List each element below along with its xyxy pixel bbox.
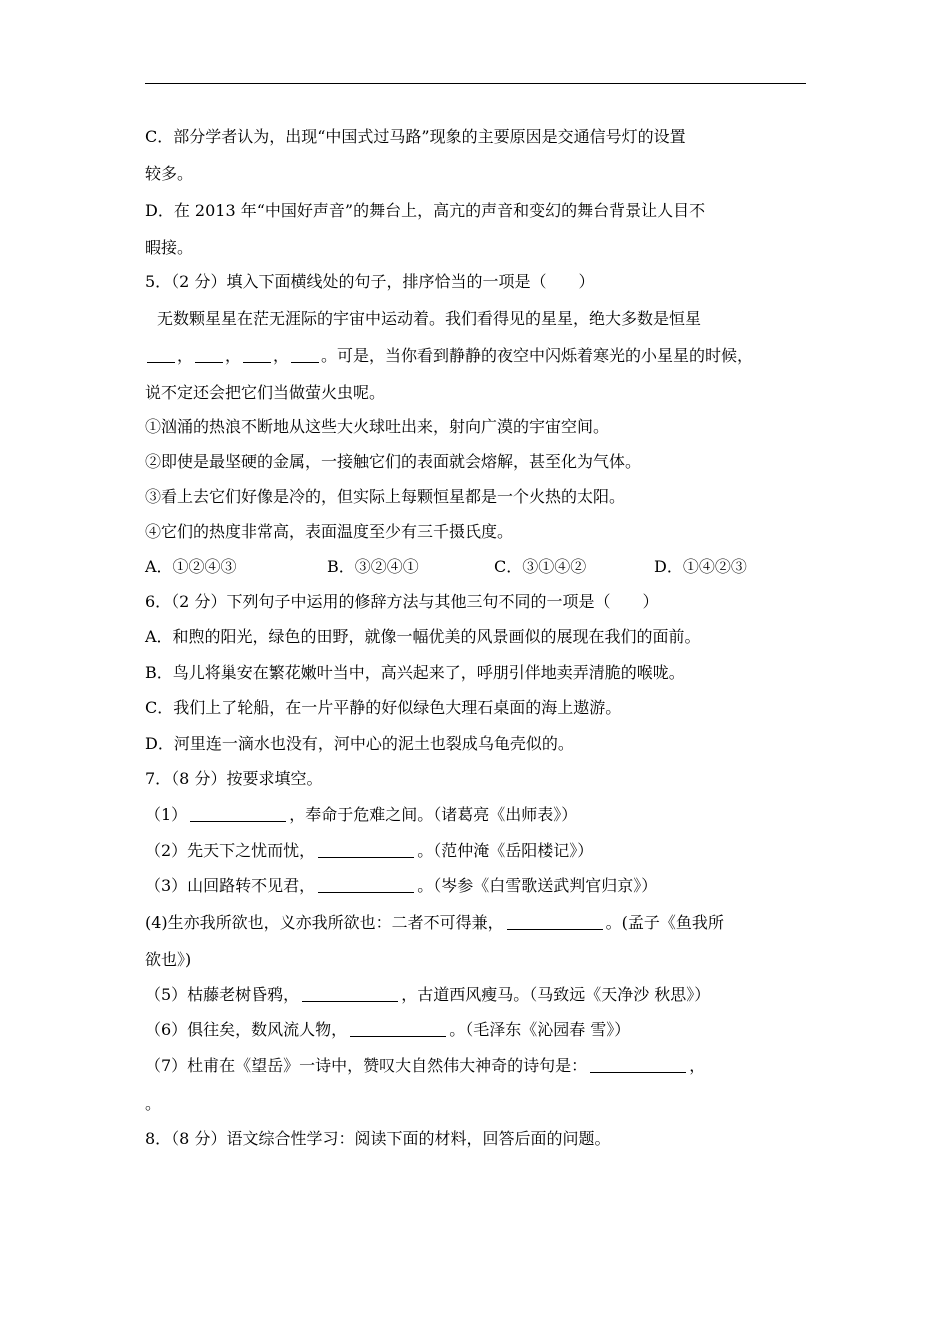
q5-sentence-1: ①汹涌的热浪不断地从这些大火球吐出来，射向广漠的宇宙空间。 [145,417,610,436]
blank[interactable] [302,985,398,1002]
q7-item-6: （6）俱往矣，数风流人物， 。（毛泽东《沁园春 雪》） [145,1020,631,1039]
blank[interactable] [291,346,319,363]
q7-item-4-line1: (4)生亦我所欲也，义亦我所欲也：二者不可得兼， 。(孟子《鱼我所 [145,913,724,932]
q5-passage-line3: 说不定还会把它们当做萤火虫呢。 [145,383,386,402]
q6-option-b[interactable]: B．鸟儿将巢安在繁花嫩叶当中，高兴起来了，呼朋引伴地卖弄清脆的喉咙。 [145,663,685,682]
q5-stem: 5．（2 分）填入下面横线处的句子，排序恰当的一项是（ ） [145,272,595,291]
blank[interactable] [318,876,414,893]
blank[interactable] [195,346,223,363]
q5-option-d[interactable]: D．①④②③ [654,557,747,576]
q5-options [145,557,747,577]
blank[interactable] [590,1056,686,1073]
blank[interactable] [350,1020,446,1037]
q6-option-d[interactable]: D．河里连一滴水也没有，河中心的泥土也裂成乌龟壳似的。 [145,734,574,753]
q7-item-7-line1: （7）杜甫在《望岳》一诗中，赞叹大自然伟大神奇的诗句是： ， [145,1056,706,1075]
q5-option-c[interactable]: C．③①④② [494,557,587,576]
q6-option-a[interactable]: A．和煦的阳光，绿色的田野，就像一幅优美的风景画似的展现在我们的面前。 [145,627,701,646]
blank[interactable] [318,841,414,858]
q7-item-3: （3）山回路转不见君， 。（岑参《白雪歌送武判官归京》） [145,876,658,895]
q4-option-d-line2: 暇接。 [145,238,194,257]
q5-passage-line2: ， ， ， 。可是，当你看到静静的夜空中闪烁着寒光的小星星的时候， [145,346,753,366]
q4-option-c-line1: C．部分学者认为，出现“中国式过马路”现象的主要原因是交通信号灯的设置 [145,127,686,146]
blank[interactable] [190,805,286,822]
q5-sentence-3: ③看上去它们好像是冷的，但实际上每颗恒星都是一个火热的太阳。 [145,487,626,506]
blank[interactable] [243,346,271,363]
q5-sentence-4: ④它们的热度非常高，表面温度至少有三千摄氏度。 [145,522,514,541]
q5-option-a[interactable]: A．①②④③ [145,557,237,576]
q4-option-d-line1: D．在 2013 年“中国好声音”的舞台上，高亢的声音和变幻的舞台背景让人目不 [145,201,706,220]
blank[interactable] [507,913,603,930]
q4-option-c-line2: 较多。 [145,164,194,183]
q5-sentence-2: ②即使是最坚硬的金属，一接触它们的表面就会熔解，甚至化为气体。 [145,452,642,471]
q7-item-1: （1） ，奉命于危难之间。（诸葛亮《出师表》） [145,805,578,824]
q7-item-7-line2: 。 [145,1094,162,1113]
q7-item-4-line2: 欲也》) [145,950,192,969]
q8-stem: 8．（8 分）语文综合性学习：阅读下面的材料，回答后面的问题。 [145,1129,611,1148]
q5-passage-line1: 无数颗星星在茫无涯际的宇宙中运动着。我们看得见的星星，绝大多数是恒星 [157,309,702,328]
q7-item-5: （5）枯藤老树昏鸦， ，古道西风瘦马。（马致远《天净沙 秋思》） [145,985,711,1004]
q7-stem: 7．（8 分）按要求填空。 [145,769,323,788]
q7-item-2: （2）先天下之忧而忧， 。（范仲淹《岳阳楼记》） [145,841,594,860]
q6-option-c[interactable]: C．我们上了轮船，在一片平静的好似绿色大理石桌面的海上遨游。 [145,698,622,717]
header-rule [145,83,806,84]
blank[interactable] [147,346,175,363]
q5-option-b[interactable]: B．③②④① [327,557,419,576]
q6-stem: 6．（2 分）下列句子中运用的修辞方法与其他三句不同的一项是（ ） [145,592,659,611]
